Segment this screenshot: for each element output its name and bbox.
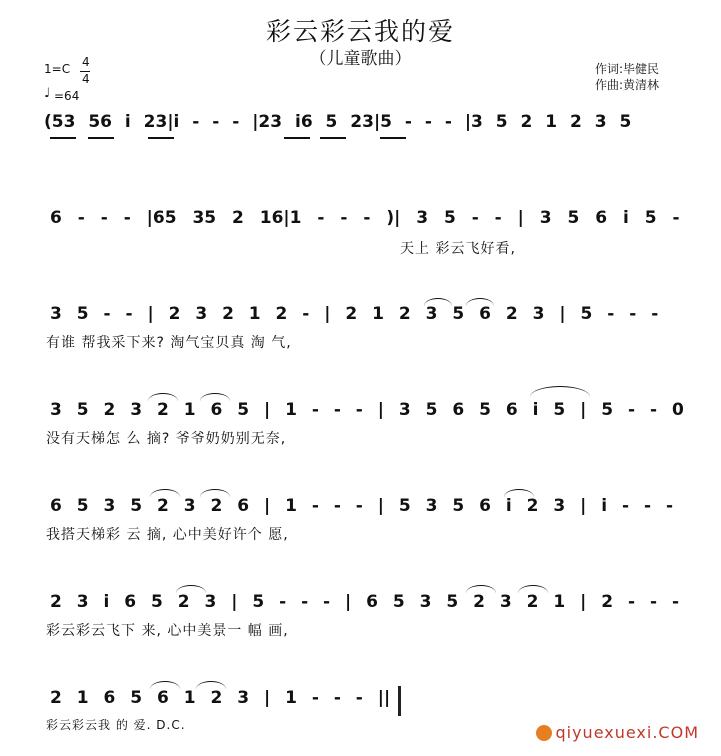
lyrics-line: 有谁 帮我采下来? 淘气宝贝真 淘 气,	[46, 335, 292, 351]
slur-mark	[424, 298, 452, 306]
composer-credit: 作曲:黄清林	[595, 78, 660, 92]
underline-beam	[148, 137, 174, 139]
slur-mark	[530, 386, 590, 397]
watermark	[536, 723, 699, 742]
time-signature-bottom: 4	[82, 72, 90, 86]
underline-beam	[380, 137, 406, 139]
slur-mark	[196, 681, 226, 689]
slur-mark	[518, 585, 548, 593]
notes-line: (53 56 i 23|i - - - |23 i6 5 23|5 - - - |3 5 2 1 2 3 5	[44, 112, 632, 132]
final-barline	[398, 686, 401, 716]
slur-mark	[200, 489, 230, 497]
lyricist-credit: 作词:毕健民	[595, 62, 660, 76]
slur-mark	[176, 585, 206, 593]
time-signature-top: 4	[82, 55, 90, 69]
underline-beam	[50, 137, 76, 139]
quarter-note-icon: ♩	[44, 86, 51, 101]
watermark-text: qiyuexuexi.COM	[555, 723, 699, 742]
underline-beam	[284, 137, 310, 139]
lyrics-line: 彩云彩云飞下 来, 心中美景一 幅 画,	[46, 623, 289, 639]
lyrics-line: 我搭天梯彩 云 摘, 心中美好许个 愿,	[46, 527, 289, 543]
notes-line: 2 1 6 5 6 1 2 3 | 1 - - - ||	[50, 688, 391, 708]
lyrics-line: 没有天梯怎 么 摘? 爷爷奶奶别无奈,	[46, 431, 287, 447]
notes-line: 3 5 - - | 2 3 2 1 2 - | 2 1 2 3 5 6 2 3 | 5 - - -	[50, 304, 659, 324]
notes-line: 6 5 3 5 2 3 2 6 | 1 - - - | 5 3 5 6 i 2 3 | i - - -	[50, 496, 674, 516]
key-signature: 1=C	[44, 62, 71, 76]
notes-line: 3 5 2 3 2 1 6 5 | 1 - - - | 3 5 6 5 6 i 5 | 5 - - 0	[50, 400, 684, 420]
lyrics-line: 天上 彩云飞好看,	[400, 241, 516, 257]
slur-mark	[200, 393, 230, 401]
slur-mark	[150, 489, 180, 497]
lyrics-line: 彩云彩云我 的 爱. D.C.	[46, 718, 186, 732]
slur-mark	[466, 298, 494, 306]
slur-mark	[504, 489, 534, 497]
site-logo-icon	[536, 725, 552, 741]
underline-beam	[88, 137, 114, 139]
notes-line: 6 - - - |65 35 2 16|1 - - - )| 3 5 - - | 3 5 6 i 5 -	[50, 208, 680, 228]
slur-mark	[150, 681, 180, 689]
notes-line: 2 3 i 6 5 2 3 | 5 - - - | 6 5 3 5 2 3 2 1 | 2 - - -	[50, 592, 680, 612]
song-subtitle: （儿童歌曲）	[309, 49, 412, 69]
tempo-marking: =64	[54, 89, 80, 103]
slur-mark	[148, 393, 178, 401]
slur-mark	[466, 585, 496, 593]
underline-beam	[320, 137, 346, 139]
song-title: 彩云彩云我的爱	[265, 17, 455, 46]
